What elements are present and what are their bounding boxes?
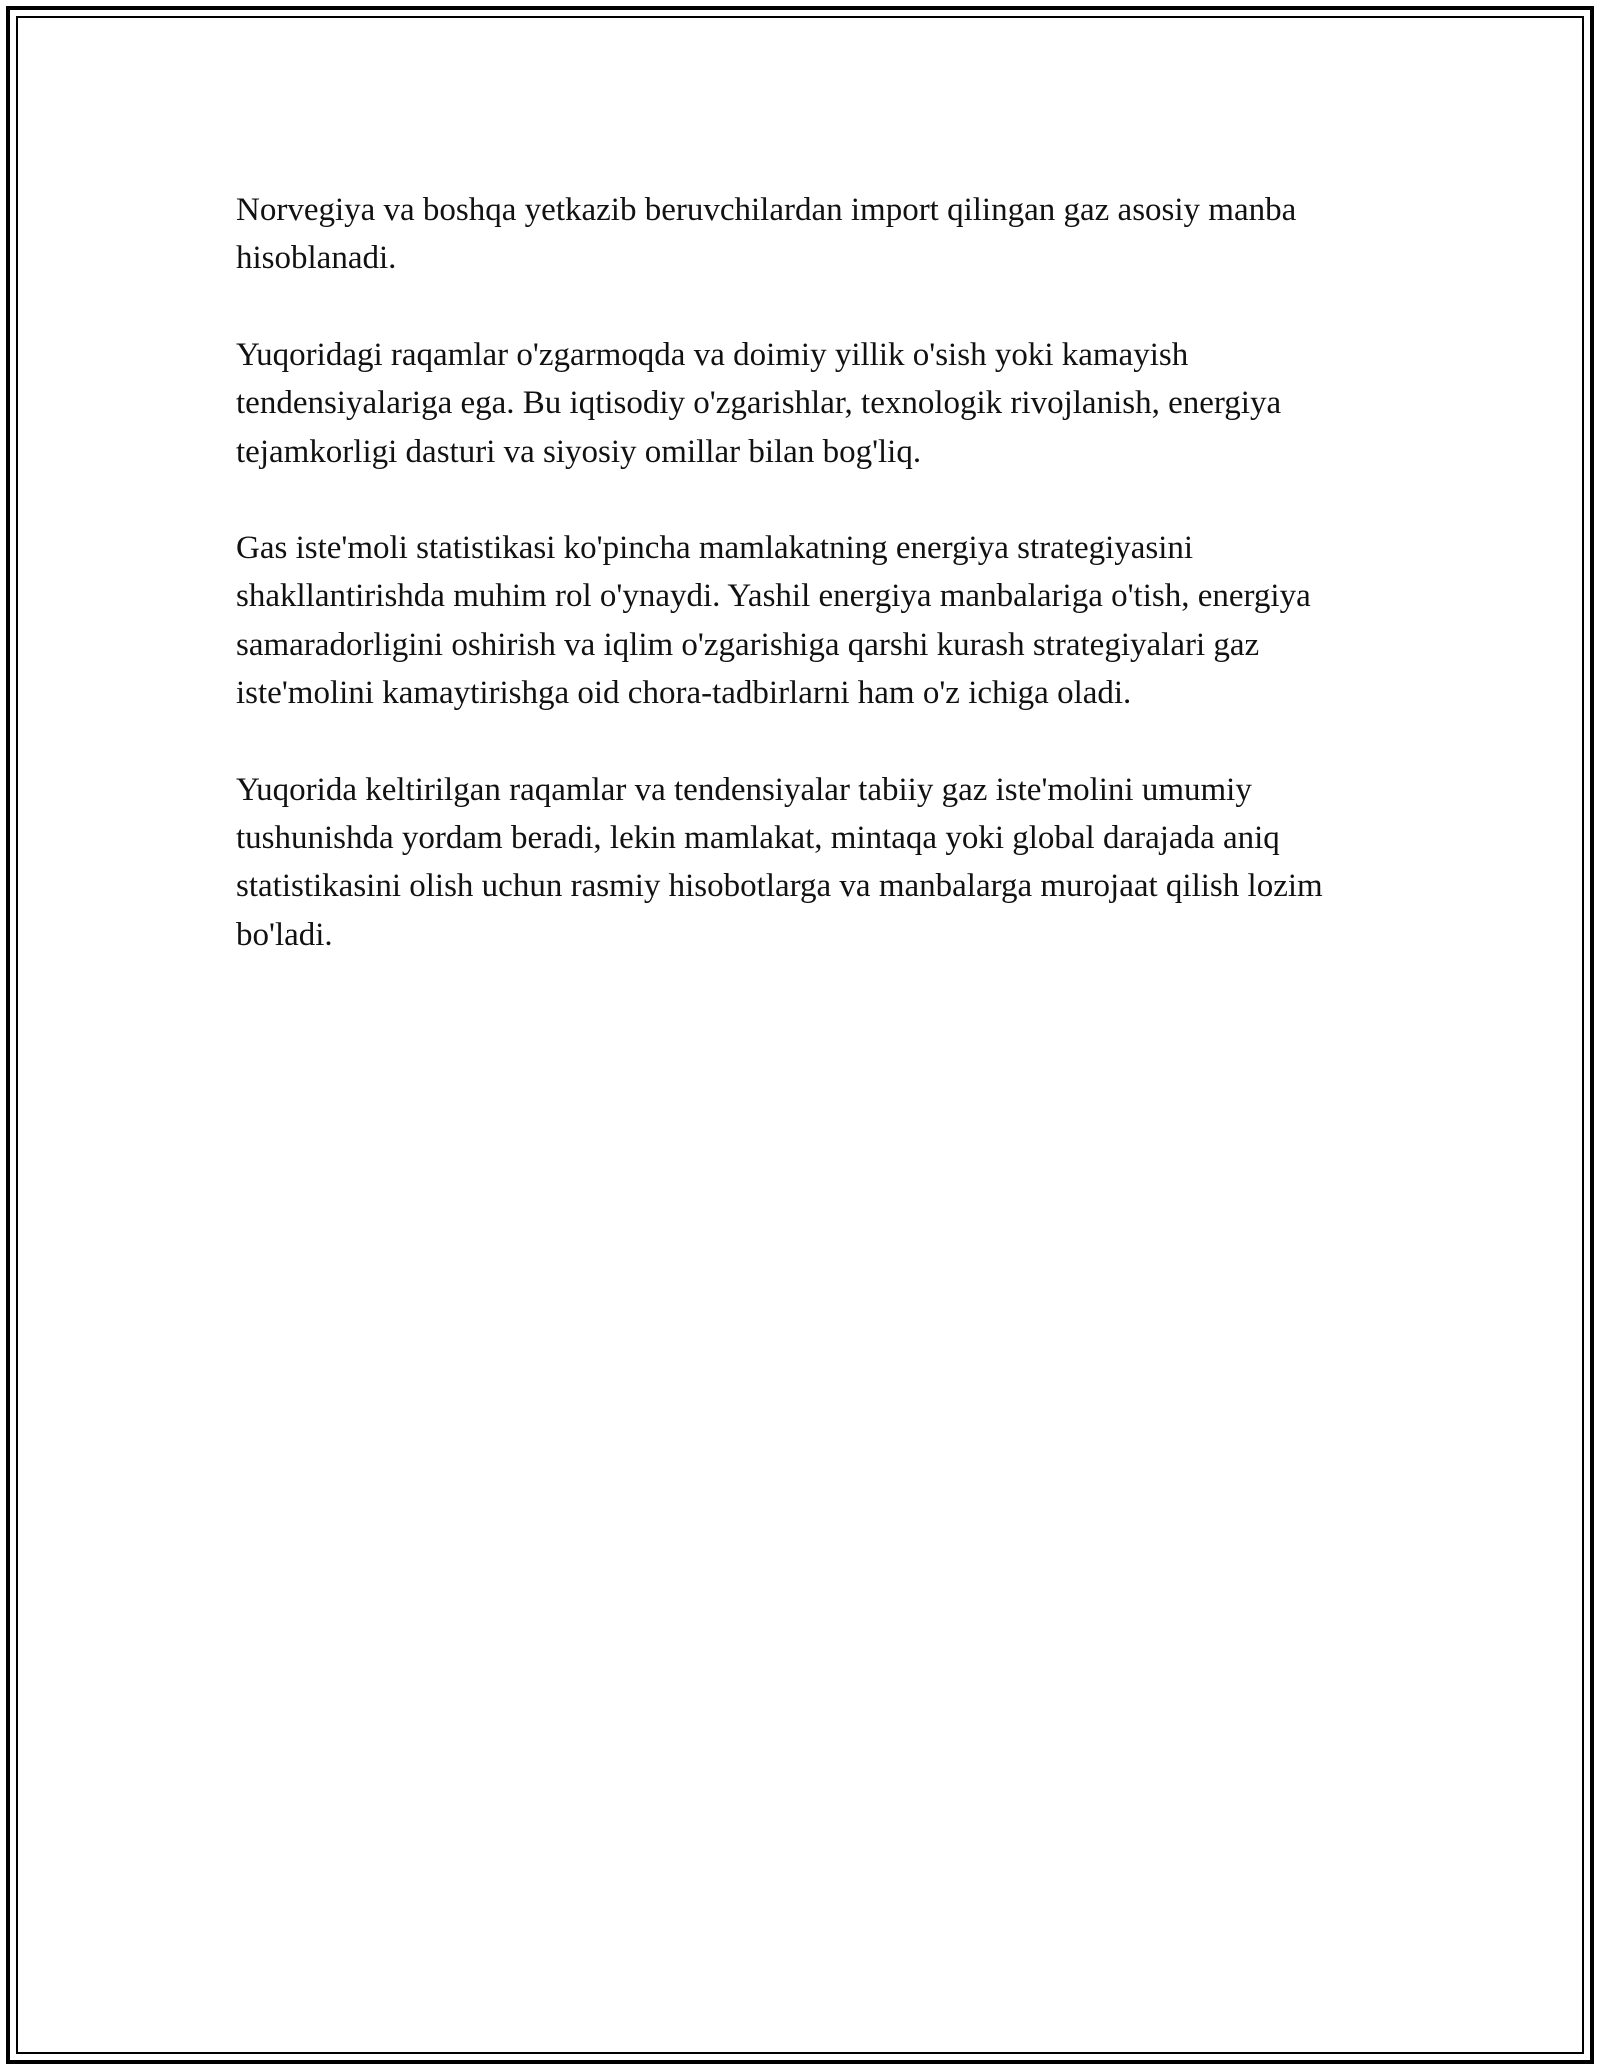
document-body [236,186,1356,1007]
paragraph-energy-strategy: Gas iste'moli statistikasi ko'pincha mamlakatning energiya strategiyasini shakllantirishda muhim rol o'ynaydi. Yashil energiya manbalariga o'tish, energiya samaradorligini oshirish va iqlim o'zgarishiga qarshi kurash strategiyalari gaz iste'molini kamaytirishga oid chora-tadbirlarni ham o'z ichiga oladi. [236,530,1311,712]
paragraph-trends: Yuqoridagi raqamlar o'zgarmoqda va doimiy yillik o'sish yoki kamayish tendensiyalariga ega. Bu iqtisodiy o'zgarishlar, texnologik rivojlanish, energiya tejamkorligi dasturi va siyosiy omillar bilan bog'liq. [236,336,1282,470]
paragraph-conclusion: Yuqorida keltirilgan raqamlar va tendensiyalar tabiiy gaz iste'molini umumiy tushunishda yordam beradi, lekin mamlakat, mintaqa yoki global darajada aniq statistikasini olish uchun rasmiy hisobotlarga va manbalarga murojaat qilish lozim bo'ladi. [236,771,1323,953]
paragraph-gas-source: Norvegiya va boshqa yetkazib beruvchilardan import qilingan gaz asosiy manba hisoblanadi. [236,192,1297,277]
